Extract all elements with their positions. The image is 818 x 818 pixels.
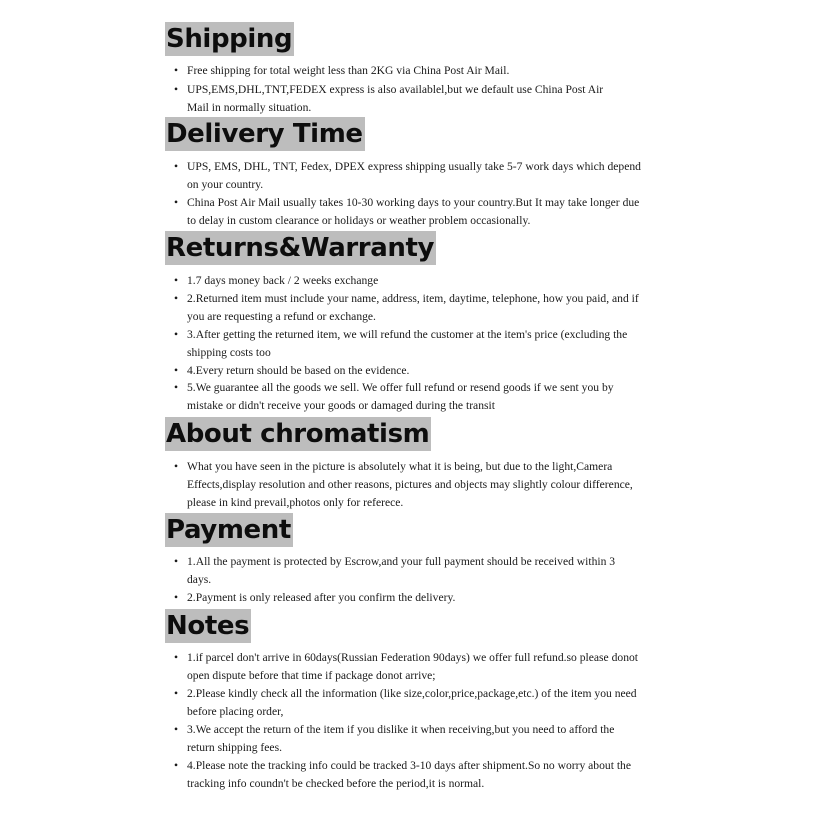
bullet: • [173,64,179,77]
list-item-text: Free shipping for total weight less than 2KG via China Post Air Mail. [187,64,510,77]
bullet: • [173,651,179,664]
section-heading-delivery-time: Delivery Time [166,119,363,149]
list-item [166,379,641,415]
list-item [166,721,641,757]
list-item-text: 2.Returned item must include your name, address, item, daytime, telephone, how you paid, and if you are requesting a refund or exchange. [187,292,639,323]
list-item-text: 3.After getting the returned item, we will refund the customer at the item's price (excluding the shipping costs too [187,328,628,359]
bullet: • [173,687,179,700]
list-item-text: 4.Please note the tracking info could be tracked 3-10 days after shipment.So no worry about the tracking info coundn't be checked before the period,it is normal. [187,759,631,790]
list-item [166,194,641,230]
section-heading-shipping: Shipping [166,24,293,54]
bullet: • [173,328,179,341]
list-item [166,589,641,607]
bullet: • [173,274,179,287]
list-item-text: 2.Please kindly check all the information (like size,color,price,package,etc.) of the item you need before placing order, [187,687,637,718]
section-heading-payment: Payment [166,515,291,545]
list-item [166,757,641,793]
list-item-text: 1.All the payment is protected by Escrow,and your full payment should be received within 3 days. [187,555,616,586]
section-heading-notes: Notes [166,611,250,641]
list-item [166,272,641,290]
bullet: • [173,723,179,736]
bullet: • [173,160,179,173]
bullet: • [173,364,179,377]
bullet: • [173,83,179,96]
list-item-text: 4.Every return should be based on the evidence. [187,364,410,377]
list-item [166,649,641,685]
list-item [166,685,641,721]
bullet: • [173,460,179,473]
bullet: • [173,292,179,305]
bullet: • [173,591,179,604]
list-item-text: 3.We accept the return of the item if you dislike it when receiving,but you need to afford the return shipping fees. [187,723,615,754]
list-item-text: UPS, EMS, DHL, TNT, Fedex, DPEX express shipping usually take 5-7 work days which depend on your country. [187,160,641,191]
list-item [166,62,641,80]
section-heading-returns-warranty: Returns&Warranty [166,233,435,263]
section-heading-about-chromatism: About chromatism [166,419,430,449]
list-item [166,290,641,326]
list-item [166,158,641,194]
bullet: • [173,759,179,772]
list-item [166,553,641,589]
list-item-text: 5.We guarantee all the goods we sell. We offer full refund or resend goods if we sent you by mistake or didn't receive your goods or damaged during the transit [187,381,614,412]
list-item [166,81,626,117]
list-item [166,458,641,511]
list-item-text: 2.Payment is only released after you confirm the delivery. [187,591,456,604]
list-item-text: China Post Air Mail usually takes 10-30 working days to your country.But It may take longer due to delay in custom clearance or holidays or weather problem occasionally. [187,196,640,227]
list-item-text: UPS,EMS,DHL,TNT,FEDEX express is also availablel,but we default use China Post Air Mail in normally situation. [187,83,604,114]
list-item-text: 1.if parcel don't arrive in 60days(Russian Federation 90days) we offer full refund.so please donot open dispute before that time if package donot arrive; [187,651,639,682]
bullet: • [173,555,179,568]
bullet: • [173,196,179,209]
list-item [166,326,641,362]
list-item-text: What you have seen in the picture is absolutely what it is being, but due to the light,Camera Effects,display resolution and other reasons, pictures and objects may slightly colour difference, please in kind prevail,photos only for referece. [187,460,633,509]
list-item-text: 1.7 days money back / 2 weeks exchange [187,274,379,287]
bullet: • [173,381,179,394]
list-item [166,362,641,380]
